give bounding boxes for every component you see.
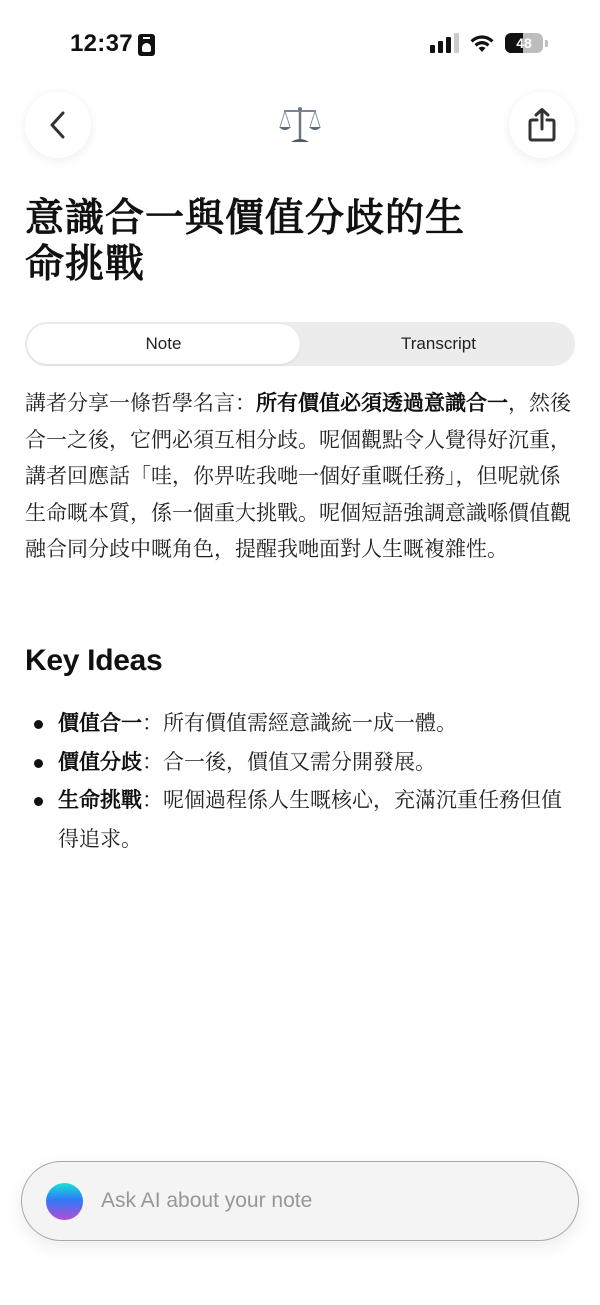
key-idea-text: ：呢個過程係人生嘅核心，充滿沉重任務但值得追求。 — [58, 789, 562, 851]
battery-icon — [505, 33, 543, 53]
status-bar — [0, 0, 600, 90]
key-ideas-list — [30, 705, 575, 859]
share-button[interactable] — [509, 92, 575, 158]
balance-scale-icon — [278, 105, 322, 145]
summary-body: ，然後合一之後，它們必須互相分歧。呢個觀點令人覺得好沉重，講者回應話「哇，你畀咗我哋一個好重嘅任務」，但呢就係生命嘅本質，係一個重大挑戰。呢個短語強調意識喺價值觀融合同分歧中嘅角色，提醒我哋面對人生嘅複雜性。 — [25, 392, 571, 561]
wifi-icon — [469, 33, 495, 53]
status-time: 12:37 — [70, 30, 133, 57]
key-idea-term: 價值分歧 — [58, 750, 142, 774]
battery-cap — [545, 40, 548, 47]
back-button[interactable] — [25, 92, 91, 158]
ai-orb-icon — [46, 1183, 83, 1220]
cellular-signal-icon — [430, 33, 459, 53]
key-ideas-heading: Key Ideas — [25, 644, 163, 677]
key-idea-text: ：所有價值需經意識統一成一體。 — [142, 712, 457, 735]
focus-mode-icon — [138, 34, 155, 56]
battery-level: 48 — [516, 35, 532, 51]
key-idea-item — [30, 705, 575, 744]
status-indicators — [430, 33, 548, 53]
key-idea-item — [30, 744, 575, 783]
summary-quote: 所有價值必須透過意識合一 — [256, 392, 508, 415]
note-title: 意識合一與價值分歧的生命挑戰 — [25, 197, 466, 286]
key-idea-text: ：合一後，價值又需分開發展。 — [142, 750, 436, 774]
key-idea-term: 價值合一 — [58, 712, 142, 735]
tab-transcript[interactable]: Transcript — [401, 334, 476, 353]
key-idea-item — [30, 782, 575, 859]
ask-ai-input[interactable] — [101, 1189, 521, 1213]
note-view-tabs — [25, 322, 575, 366]
summary-prefix: 講者分享一條哲學名言： — [25, 392, 256, 415]
tab-note[interactable]: Note — [27, 324, 300, 364]
chevron-left-icon — [47, 110, 69, 140]
share-icon — [527, 107, 557, 143]
ask-ai-bar[interactable] — [21, 1161, 579, 1241]
note-summary — [25, 386, 577, 569]
key-idea-term: 生命挑戰 — [58, 789, 142, 812]
